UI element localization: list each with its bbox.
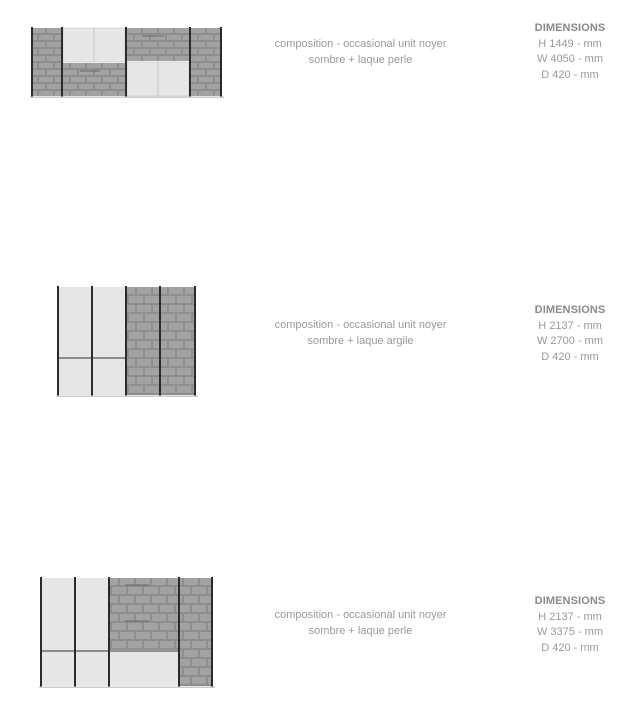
dimensions-block-3 [520, 594, 620, 656]
dimensions-heading: DIMENSIONS [534, 595, 606, 607]
dimension-width: W 3375 - mm [536, 626, 603, 638]
dimensions-block-2 [520, 303, 620, 365]
description-line: composition - occasional unit noyer [274, 319, 447, 331]
composition-description-3 [258, 607, 463, 639]
dimensions-heading: DIMENSIONS [534, 304, 606, 316]
dimension-depth: D 420 - mm [541, 68, 599, 81]
composition-illustration-3 [39, 577, 215, 689]
description-line: sombre + laque perle [308, 625, 413, 637]
dimensions-block-1 [520, 21, 620, 83]
dimension-height: H 2137 - mm [538, 610, 602, 623]
composition-description-1 [258, 36, 463, 68]
dimension-depth: D 420 - mm [541, 350, 599, 363]
composition-description-2 [258, 317, 463, 349]
dimension-height: H 1449 - mm [538, 37, 602, 50]
description-line: composition - occasional unit noyer [274, 609, 447, 621]
dimensions-heading: DIMENSIONS [534, 22, 606, 34]
description-line: composition - occasional unit noyer [274, 38, 447, 50]
composition-illustration-1 [30, 27, 224, 99]
description-line: sombre + laque argile [307, 335, 414, 347]
dimension-width: W 4050 - mm [536, 53, 603, 65]
description-line: sombre + laque perle [308, 54, 413, 66]
dimension-depth: D 420 - mm [541, 641, 599, 654]
dimension-width: W 2700 - mm [536, 335, 603, 347]
dimension-height: H 2137 - mm [538, 319, 602, 332]
composition-illustration-2 [56, 286, 198, 398]
